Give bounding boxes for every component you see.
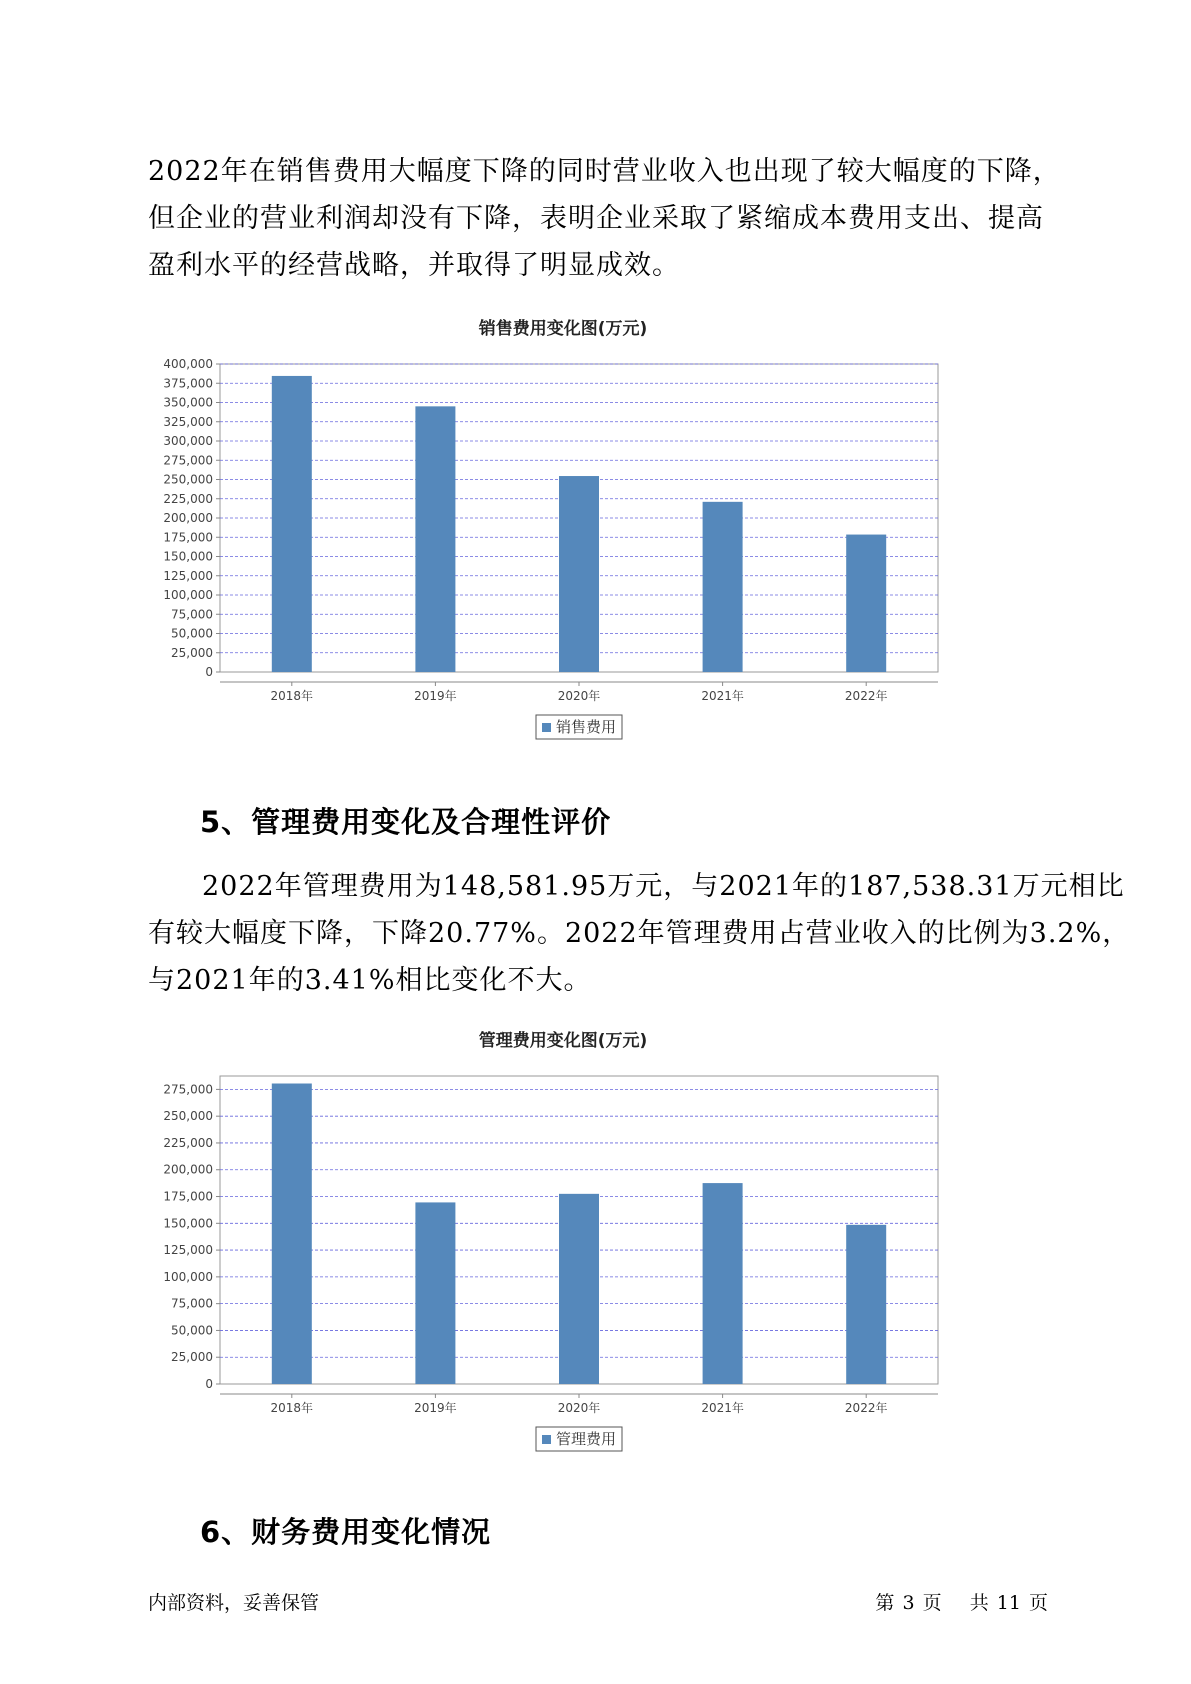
y-tick-label: 175,000 [163, 530, 213, 545]
y-tick-label: 75,000 [171, 607, 213, 622]
section-5-paragraph [148, 863, 1131, 1004]
y-tick-label: 150,000 [163, 549, 213, 564]
bar [415, 406, 455, 672]
total-pages: 11 [996, 1592, 1021, 1614]
y-tick-label: 200,000 [163, 1162, 213, 1177]
page-label-prefix: 第 [875, 1592, 895, 1614]
legend-label: 销售费用 [556, 718, 617, 736]
x-tick-label: 2019年 [414, 689, 457, 703]
y-tick-label: 125,000 [163, 568, 213, 583]
bar [559, 1194, 599, 1384]
y-tick-label: 400,000 [163, 357, 213, 371]
y-tick-label: 225,000 [163, 1135, 213, 1150]
sales-expense-chart-svg [148, 312, 1048, 772]
y-tick-label: 100,000 [163, 1269, 213, 1284]
y-tick-label: 250,000 [163, 1109, 213, 1124]
paragraph-line: 有较大幅度下降，下降20.77%。2022年管理费用占营业收入的比例为3.2%， [148, 918, 1131, 949]
admin-expense-chart [148, 1024, 1048, 1484]
legend-swatch [542, 1435, 551, 1444]
y-tick-label: 325,000 [163, 414, 213, 429]
paragraph-line: 2022年在销售费用大幅度下降的同时营业收入也出现了较大幅度的下降， [148, 156, 1061, 187]
bar [703, 502, 743, 672]
y-tick-label: 25,000 [171, 645, 213, 660]
page-label-suffix: 页 [922, 1592, 942, 1614]
chart-title: 销售费用变化图(万元) [478, 319, 648, 339]
x-tick-label: 2022年 [844, 689, 888, 703]
y-tick-label: 25,000 [171, 1350, 213, 1365]
x-tick-label: 2022年 [844, 1401, 888, 1415]
x-tick-label: 2019年 [414, 1401, 457, 1415]
chart-title: 管理费用变化图(万元) [478, 1031, 648, 1051]
x-tick-label: 2020年 [557, 1401, 601, 1415]
y-tick-label: 200,000 [163, 511, 213, 525]
paragraph-line: 与2021年的3.41%相比变化不大。 [148, 965, 592, 996]
y-tick-label: 275,000 [163, 1082, 213, 1097]
legend-label: 管理费用 [556, 1430, 617, 1448]
y-tick-label: 100,000 [163, 588, 213, 602]
y-tick-label: 250,000 [163, 472, 213, 487]
y-tick-label: 300,000 [163, 434, 213, 448]
intro-paragraph [148, 148, 1061, 289]
page-number: 3 [902, 1592, 915, 1614]
y-tick-label: 0 [205, 665, 213, 679]
y-tick-label: 350,000 [163, 395, 213, 410]
legend-swatch [542, 723, 551, 732]
bar [272, 376, 312, 672]
paragraph-line: 盈利水平的经营战略，并取得了明显成效。 [148, 250, 680, 281]
bar [272, 1083, 312, 1384]
bar [846, 1225, 886, 1384]
y-tick-label: 125,000 [163, 1243, 213, 1258]
bar [846, 535, 886, 672]
footer-confidential-note: 内部资料，妥善保管 [148, 1592, 320, 1614]
x-tick-label: 2018年 [270, 689, 314, 703]
y-tick-label: 75,000 [171, 1296, 213, 1311]
y-tick-label: 50,000 [171, 626, 213, 641]
paragraph-line: 2022年管理费用为148,581.95万元，与2021年的187,538.31万元相比 [202, 871, 1125, 902]
y-tick-label: 375,000 [163, 376, 213, 391]
y-tick-label: 0 [205, 1377, 213, 1391]
x-tick-label: 2018年 [270, 1401, 314, 1415]
bar [703, 1183, 743, 1384]
y-tick-label: 175,000 [163, 1189, 213, 1204]
section-6-heading: 6、财务费用变化情况 [200, 1515, 492, 1549]
total-label-suffix: 页 [1028, 1592, 1048, 1614]
section-5-heading: 5、管理费用变化及合理性评价 [200, 805, 612, 839]
x-tick-label: 2020年 [557, 689, 601, 703]
x-tick-label: 2021年 [701, 1401, 744, 1415]
y-tick-label: 275,000 [163, 453, 213, 468]
paragraph-line: 但企业的营业利润却没有下降，表明企业采取了紧缩成本费用支出、提高 [148, 203, 1044, 234]
sales-expense-chart [148, 312, 1048, 772]
total-label-prefix: 共 [969, 1592, 989, 1614]
bar [415, 1202, 455, 1384]
admin-expense-chart-svg [148, 1024, 1048, 1484]
x-tick-label: 2021年 [701, 689, 744, 703]
y-tick-label: 50,000 [171, 1323, 213, 1338]
footer-page-info [873, 1588, 1048, 1615]
y-tick-label: 150,000 [163, 1216, 213, 1231]
bar [559, 476, 599, 672]
y-tick-label: 225,000 [163, 491, 213, 506]
